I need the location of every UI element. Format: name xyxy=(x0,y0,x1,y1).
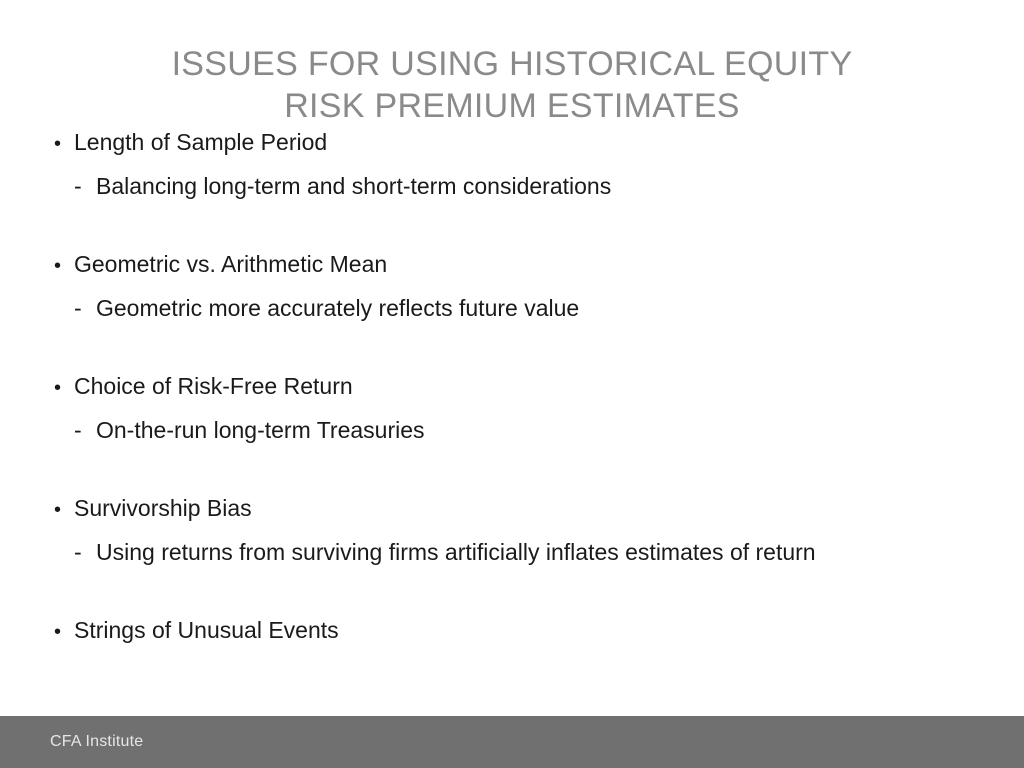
bullet-item xyxy=(54,490,994,528)
bullet-marker: • xyxy=(54,377,62,399)
bullet-item xyxy=(54,124,994,162)
sub-bullet-text: On-the-run long-term Treasuries xyxy=(96,417,425,443)
bullet-text: Choice of Risk-Free Return xyxy=(74,373,353,399)
bullet-group-risk-free xyxy=(54,368,994,448)
sub-bullet-item xyxy=(54,412,994,448)
bullet-item xyxy=(54,246,994,284)
bullet-group-survivorship xyxy=(54,490,994,570)
bullet-marker: • xyxy=(54,499,62,521)
bullet-text: Survivorship Bias xyxy=(74,495,252,521)
slide-title-line-1: ISSUES FOR USING HISTORICAL EQUITY xyxy=(171,44,853,83)
sub-bullet-marker: - xyxy=(74,539,82,565)
bullet-group-sample-period xyxy=(54,124,994,204)
sub-bullet-item xyxy=(54,290,994,326)
footer-bar xyxy=(0,716,1024,768)
bullet-text: Geometric vs. Arithmetic Mean xyxy=(74,251,388,277)
sub-bullet-marker: - xyxy=(74,417,82,443)
footer-brand-label: CFA Institute xyxy=(50,733,144,750)
sub-bullet-marker: - xyxy=(74,173,82,199)
slide-title xyxy=(0,43,1024,127)
slide-title-line-2: RISK PREMIUM ESTIMATES xyxy=(284,86,740,125)
sub-bullet-item xyxy=(54,168,994,204)
bullet-marker: • xyxy=(54,133,62,155)
bullet-list xyxy=(54,124,994,650)
sub-bullet-text: Using returns from surviving firms artificially inflates estimates of return xyxy=(96,539,816,565)
bullet-marker: • xyxy=(54,255,62,277)
bullet-marker: • xyxy=(54,621,62,643)
bullet-item xyxy=(54,612,994,650)
bullet-group-unusual-events xyxy=(54,612,994,650)
bullet-text: Length of Sample Period xyxy=(74,129,328,155)
bullet-group-mean xyxy=(54,246,994,326)
bullet-text: Strings of Unusual Events xyxy=(74,617,339,643)
sub-bullet-item xyxy=(54,534,994,570)
bullet-item xyxy=(54,368,994,406)
sub-bullet-text: Geometric more accurately reflects future value xyxy=(96,295,580,321)
sub-bullet-marker: - xyxy=(74,295,82,321)
sub-bullet-text: Balancing long-term and short-term considerations xyxy=(96,173,612,199)
